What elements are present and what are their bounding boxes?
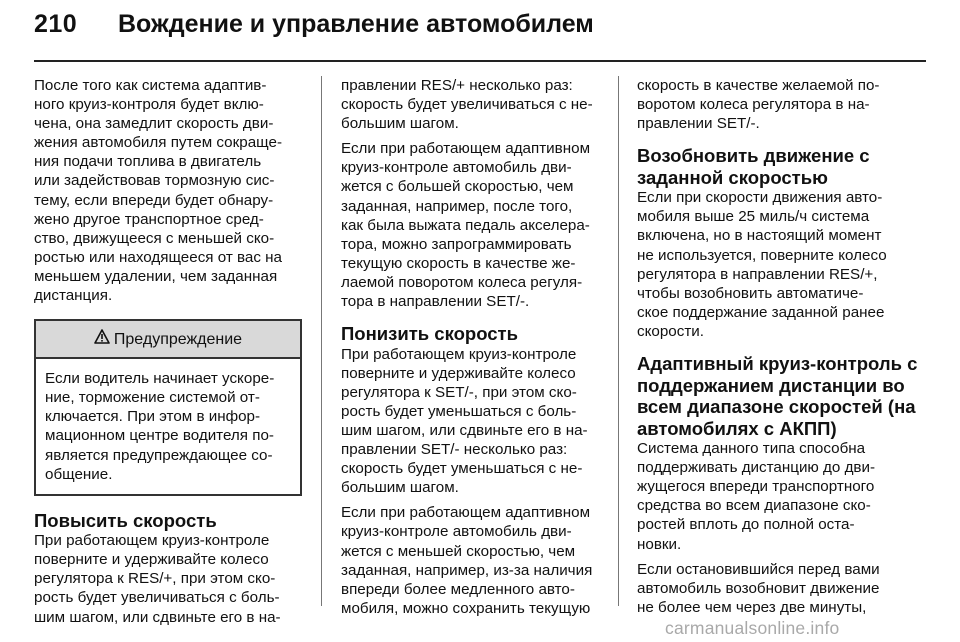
text-line: Если при работающем адаптивном xyxy=(341,504,591,522)
text-line: тему, если впереди будет обнару- xyxy=(34,191,274,209)
text-line: ство, движущееся с меньшей ско- xyxy=(34,229,275,247)
paragraph xyxy=(637,76,905,133)
text-line: чена, она замедлит скорость дви- xyxy=(34,115,274,133)
text-line: мобиля, можно сохранить текущую xyxy=(341,599,591,617)
text-line: жения автомобиля путем сокраще- xyxy=(34,134,282,152)
text-line: поверните и удерживайте колесо xyxy=(34,551,269,569)
heading-line: всем диапазоне скоростей (на xyxy=(637,396,916,418)
text-line: регулятора к SET/-, при этом ско- xyxy=(341,383,577,401)
text-line: жущегося впереди транспортного xyxy=(637,478,875,496)
heading-line: поддержанием дистанции во xyxy=(637,374,905,396)
text-line: большим шагом. xyxy=(341,479,459,497)
text-line: круиз-контроле автомобиль дви- xyxy=(341,523,572,541)
text-line: или задействовав тормозную сис- xyxy=(34,172,275,190)
warning-body xyxy=(36,359,300,494)
section-heading-resume-speed xyxy=(637,145,905,188)
watermark: carmanualsonline.info xyxy=(665,618,840,638)
text-line: общение. xyxy=(45,465,113,483)
text-line: включена, но в настоящий момент xyxy=(637,227,882,245)
page-title: Вождение и управление автомобилем xyxy=(118,10,594,38)
text-line: рость будет увеличиваться с боль- xyxy=(34,589,280,607)
header-divider xyxy=(34,60,926,62)
heading-line: Адаптивный круиз-контроль с xyxy=(637,353,918,375)
text-line: Если при скорости движения авто- xyxy=(637,189,883,207)
text-line: жется с большей скоростью, чем xyxy=(341,178,574,196)
text-line: ключается. При этом в инфор- xyxy=(45,408,261,426)
text-line: рость будет уменьшаться с боль- xyxy=(341,402,577,420)
text-line: правлении SET/- несколько раз: xyxy=(341,441,568,459)
column-divider-1 xyxy=(321,76,322,606)
text-line: мационном центре водителя по- xyxy=(45,427,274,445)
column-divider-2 xyxy=(618,76,619,606)
increase-speed-paragraph xyxy=(34,531,302,626)
text-line: жено другое транспортное сред- xyxy=(34,210,264,228)
text-line: скорость будет уменьшаться с не- xyxy=(341,460,583,478)
text-line: скорости. xyxy=(637,322,705,340)
text-line: ростей вплоть до полной оста- xyxy=(637,516,855,534)
text-line: поверните и удерживайте колесо xyxy=(341,364,576,382)
text-line: жется с меньшей скоростью, чем xyxy=(341,542,576,560)
text-line: После того как система адаптив- xyxy=(34,77,267,94)
column-1 xyxy=(34,76,302,633)
column-3 xyxy=(637,76,918,623)
decrease-speed-paragraph xyxy=(341,345,609,498)
adaptive-cruise-paragraph xyxy=(637,439,905,554)
text-line: ростью или находящееся от вас на xyxy=(34,248,283,266)
paragraph xyxy=(341,139,609,311)
text-line: скорость в качестве желаемой по- xyxy=(637,77,880,94)
text-line: Система данного типа способна xyxy=(637,440,866,458)
text-line: автомобиль возобновит движение xyxy=(637,579,880,597)
text-line: правлении RES/+ несколько раз: xyxy=(341,77,573,94)
text-line: не используется, поверните колесо xyxy=(637,246,887,264)
text-line: При работающем круиз-контроле xyxy=(34,532,270,550)
page-header xyxy=(34,0,926,62)
page-number: 210 xyxy=(34,10,78,38)
text-line: ного круиз-контроля будет вклю- xyxy=(34,96,264,114)
text-line: ние, торможение системой от- xyxy=(45,389,260,407)
text-line: ское поддержание заданной ранее xyxy=(637,303,885,321)
section-heading-adaptive-cruise xyxy=(637,353,918,439)
text-line: является предупреждающее со- xyxy=(45,446,273,464)
text-line: как была выжата педаль акселера- xyxy=(341,216,590,234)
warning-box xyxy=(34,319,302,496)
text-line: заданная, например, после того, xyxy=(341,197,573,215)
text-line: тора, можно запрограммировать xyxy=(341,235,572,253)
text-line: Если при работающем адаптивном xyxy=(341,140,591,158)
text-line: Если остановившийся перед вами xyxy=(637,560,880,578)
paragraph xyxy=(341,503,609,618)
heading-line: Возобновить движение с xyxy=(637,145,870,167)
text-line: заданная, например, из-за наличия xyxy=(341,561,593,579)
warning-triangle-icon xyxy=(94,329,110,349)
paragraph xyxy=(341,76,609,133)
resume-speed-paragraph xyxy=(637,188,905,341)
text-line: меньшем удалении, чем заданная xyxy=(34,267,278,285)
intro-paragraph xyxy=(34,76,302,305)
text-line: регулятора к RES/+, при этом ско- xyxy=(34,570,276,588)
text-line: регулятора в направлении RES/+, xyxy=(637,265,878,283)
text-line: правлении SET/-. xyxy=(637,115,760,133)
text-line: скорость будет увеличиваться с не- xyxy=(341,96,593,114)
section-heading-increase-speed: Повысить скорость xyxy=(34,509,217,531)
text-line: лаемой поворотом колеса регуля- xyxy=(341,273,583,291)
text-line: ния подачи топлива в двигатель xyxy=(34,153,262,171)
column-2 xyxy=(341,76,609,624)
text-line: шим шагом, или сдвиньте его в на- xyxy=(34,608,281,626)
text-line: чтобы возобновить автоматиче- xyxy=(637,284,864,302)
text-line: Если водитель начинает ускоре- xyxy=(45,370,275,388)
text-line: средства во всем диапазоне ско- xyxy=(637,497,871,515)
text-line: воротом колеса регулятора в на- xyxy=(637,96,870,114)
text-line: тора в направлении SET/-. xyxy=(341,293,530,311)
text-line: текущую скорость в качестве же- xyxy=(341,254,576,272)
text-line: мобиля выше 25 миль/ч система xyxy=(637,208,870,226)
warning-title: Предупреждение xyxy=(113,330,243,348)
paragraph xyxy=(637,560,905,617)
text-line: поддерживать дистанцию до дви- xyxy=(637,459,876,477)
text-line: впереди более медленного авто- xyxy=(341,580,575,598)
text-line: дистанция. xyxy=(34,287,113,305)
section-heading-decrease-speed: Понизить скорость xyxy=(341,323,518,345)
heading-line: заданной скоростью xyxy=(637,166,828,188)
text-line: новки. xyxy=(637,535,682,553)
heading-line: автомобилях с АКПП) xyxy=(637,417,837,439)
text-line: не более чем через две минуты, xyxy=(637,598,867,616)
text-line: При работающем круиз-контроле xyxy=(341,345,577,363)
warning-header xyxy=(36,321,300,359)
text-line: шим шагом, или сдвиньте его в на- xyxy=(341,422,588,439)
text-line: большим шагом. xyxy=(341,115,459,133)
text-line: круиз-контроле автомобиль дви- xyxy=(341,159,572,177)
